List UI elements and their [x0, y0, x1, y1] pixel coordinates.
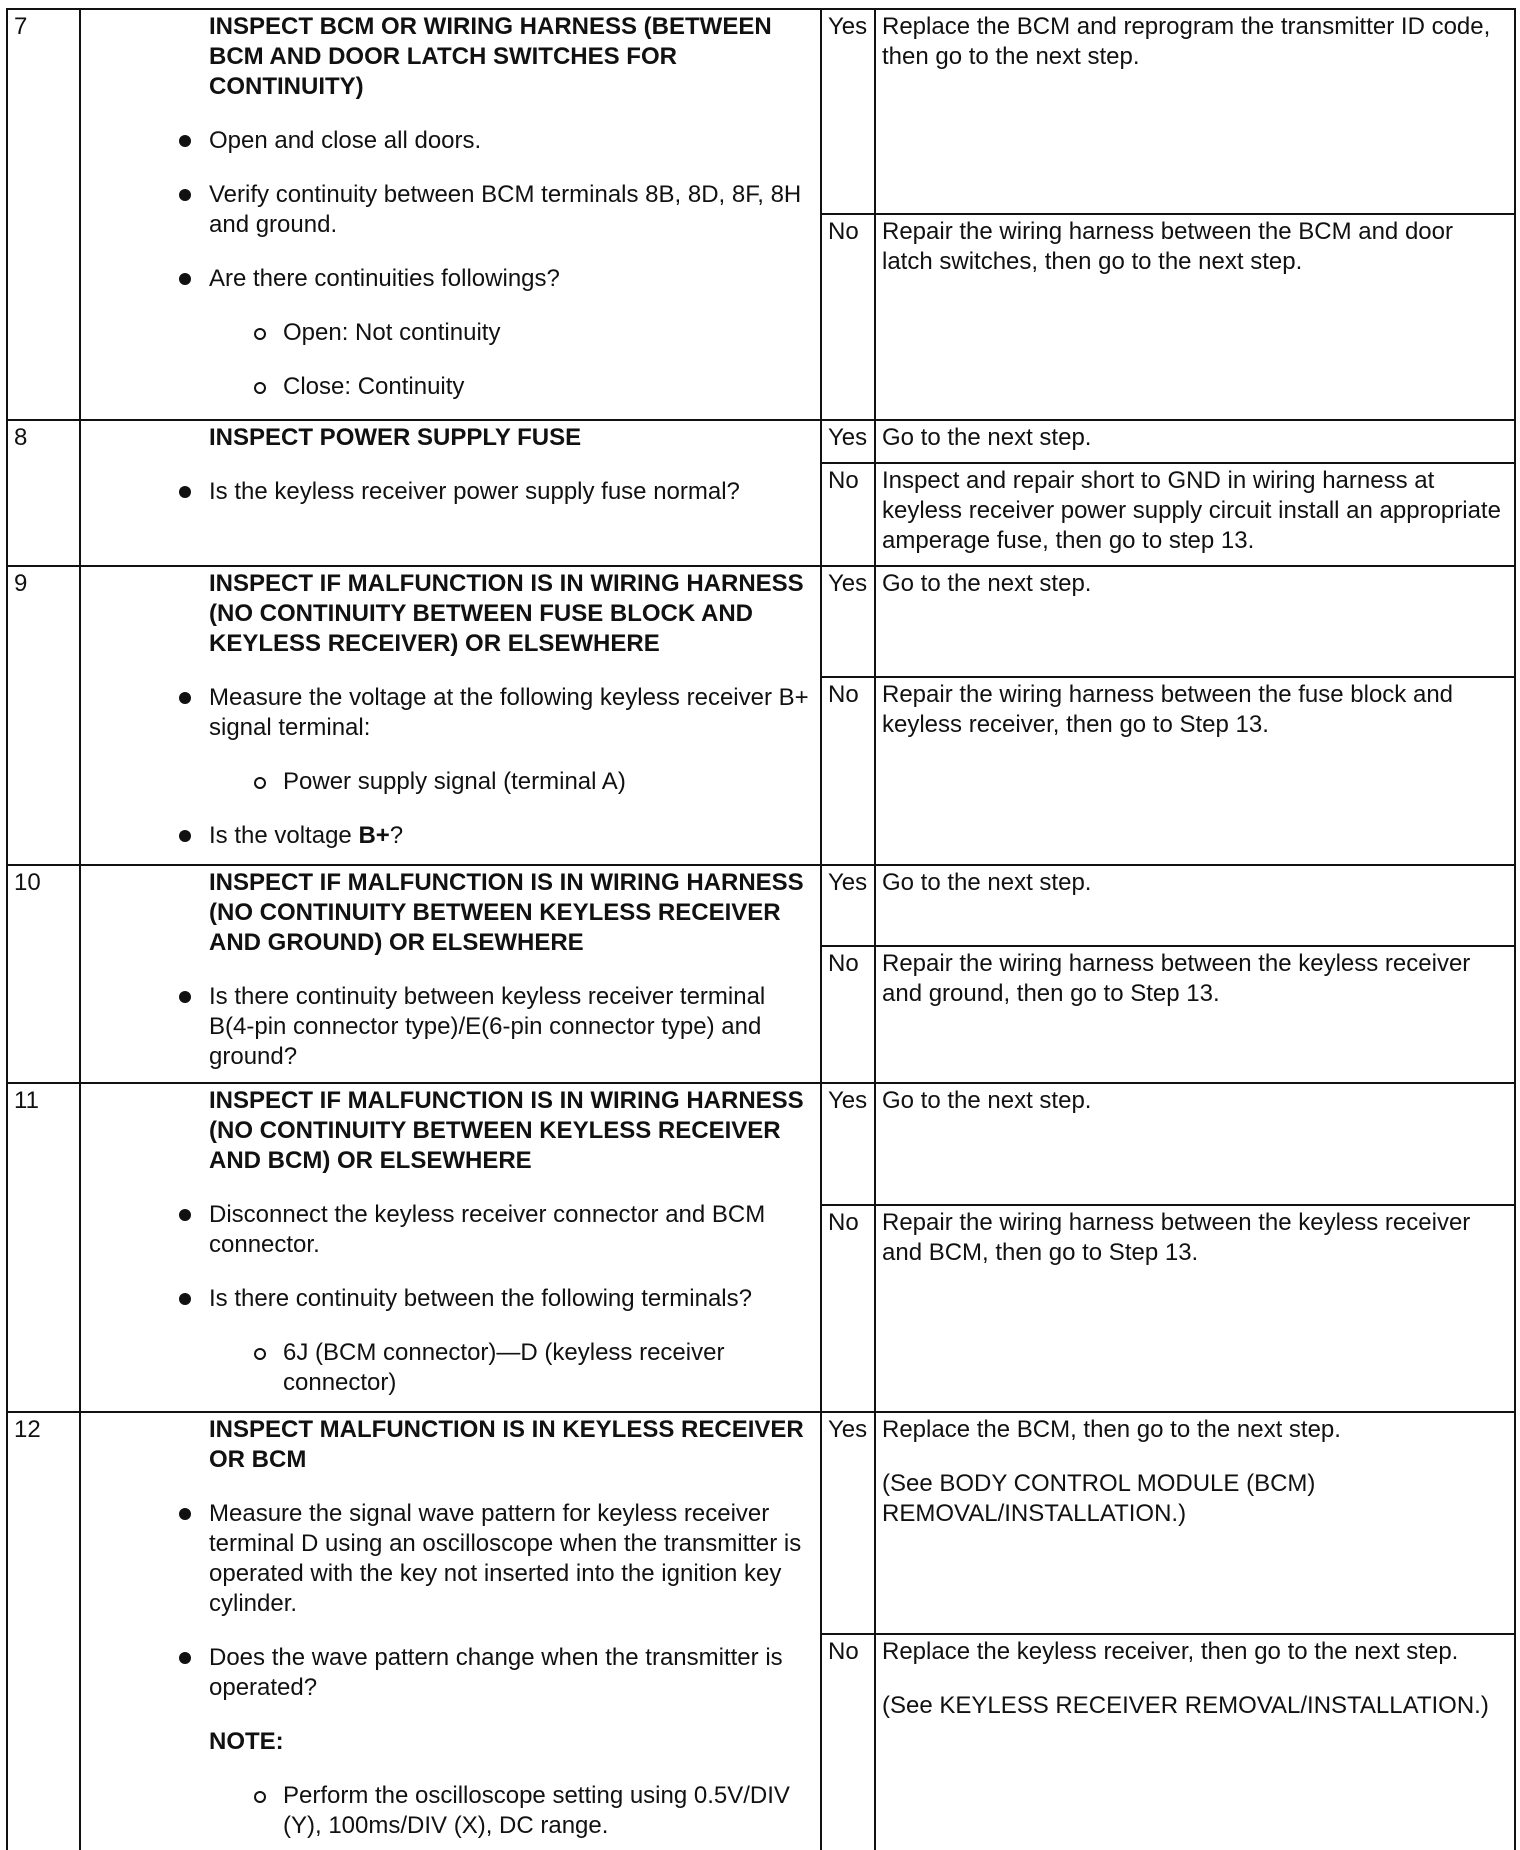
sub-item: Power supply signal (terminal A) — [87, 767, 814, 797]
bullet-item: Is the keyless receiver power supply fuse normal? — [87, 477, 814, 507]
bullet-item: Open and close all doors. — [87, 126, 814, 156]
step-heading: INSPECT IF MALFUNCTION IS IN WIRING HARNESS (NO CONTINUITY BETWEEN KEYLESS RECEIVER AND BCM) OR ELSEWHERE — [209, 1087, 804, 1174]
yes-label: Yes — [821, 1412, 875, 1634]
yes-result: Go to the next step. — [875, 865, 1515, 946]
bullet-item: Does the wave pattern change when the transmitter is operated? — [87, 1643, 814, 1703]
diagnostic-procedure-table — [6, 8, 1516, 1850]
no-result: Repair the wiring harness between the BCM and door latch switches, then go to the next step. — [875, 214, 1515, 420]
step-10-row — [7, 865, 1515, 946]
sub-item: 6J (BCM connector)—D (keyless receiver connector) — [87, 1338, 814, 1398]
yes-label: Yes — [821, 420, 875, 463]
step-heading: INSPECT POWER SUPPLY FUSE — [209, 424, 582, 451]
bullet-item: Disconnect the keyless receiver connector and BCM connector. — [87, 1200, 814, 1260]
step-number: 8 — [7, 420, 80, 566]
step-heading: INSPECT BCM OR WIRING HARNESS (BETWEEN BCM AND DOOR LATCH SWITCHES FOR CONTINUITY) — [209, 13, 772, 100]
step-action — [80, 1083, 821, 1412]
step-number: 7 — [7, 9, 80, 420]
bullet-item — [87, 821, 814, 851]
step-heading: INSPECT MALFUNCTION IS IN KEYLESS RECEIVER OR BCM — [209, 1416, 804, 1473]
step-9-row — [7, 566, 1515, 677]
no-reference: (See KEYLESS RECEIVER REMOVAL/INSTALLATION.) — [882, 1692, 1489, 1719]
step-action — [80, 420, 821, 566]
yes-reference: (See BODY CONTROL MODULE (BCM) REMOVAL/INSTALLATION.) — [882, 1470, 1316, 1527]
yes-result: Go to the next step. — [875, 1083, 1515, 1205]
step-action — [80, 1412, 821, 1850]
note-label: NOTE: — [209, 1728, 284, 1755]
yes-result — [875, 1412, 1515, 1634]
no-label: No — [821, 214, 875, 420]
no-result: Repair the wiring harness between the fuse block and keyless receiver, then go to Step 13. — [875, 677, 1515, 865]
no-result: Repair the wiring harness between the keyless receiver and BCM, then go to Step 13. — [875, 1205, 1515, 1412]
no-label: No — [821, 1205, 875, 1412]
yes-result: Go to the next step. — [875, 420, 1515, 463]
step-heading: INSPECT IF MALFUNCTION IS IN WIRING HARNESS (NO CONTINUITY BETWEEN FUSE BLOCK AND KEYLESS RECEIVER) OR ELSEWHERE — [209, 570, 804, 657]
bullet-item: Is there continuity between the following terminals? — [87, 1284, 814, 1314]
no-label: No — [821, 677, 875, 865]
step-action — [80, 865, 821, 1083]
yes-label: Yes — [821, 9, 875, 214]
bullet-item: Measure the signal wave pattern for keyless receiver terminal D using an oscilloscope when the transmitter is operated with the key not inserted into the ignition key cylinder. — [87, 1499, 814, 1619]
step-8-row — [7, 420, 1515, 463]
yes-label: Yes — [821, 1083, 875, 1205]
step-number: 9 — [7, 566, 80, 865]
no-label: No — [821, 463, 875, 566]
step-12-row — [7, 1412, 1515, 1634]
yes-result: Go to the next step. — [875, 566, 1515, 677]
sub-item: Open: Not continuity — [87, 318, 814, 348]
step-action — [80, 9, 821, 420]
yes-label: Yes — [821, 566, 875, 677]
sub-item: Close: Continuity — [87, 372, 814, 402]
step-number: 12 — [7, 1412, 80, 1850]
yes-result-text: Replace the BCM, then go to the next step. — [882, 1416, 1341, 1443]
step-action — [80, 566, 821, 865]
question-suffix: ? — [389, 822, 404, 849]
step-number: 10 — [7, 865, 80, 1083]
step-7-row — [7, 9, 1515, 214]
sub-item: Perform the oscilloscope setting using 0.5V/DIV (Y), 100ms/DIV (X), DC range. — [87, 1781, 814, 1841]
no-label: No — [821, 1634, 875, 1850]
no-result — [875, 1634, 1515, 1850]
bullet-item: Are there continuities followings? — [87, 264, 814, 294]
no-result: Inspect and repair short to GND in wiring harness at keyless receiver power supply circuit install an appropriate amperage fuse, then go to step 13. — [875, 463, 1515, 566]
yes-result: Replace the BCM and reprogram the transmitter ID code, then go to the next step. — [875, 9, 1515, 214]
bullet-item: Verify continuity between BCM terminals 8B, 8D, 8F, 8H and ground. — [87, 180, 814, 240]
bullet-item: Is there continuity between keyless receiver terminal B(4-pin connector type)/E(6-pin connector type) and ground? — [87, 982, 814, 1072]
yes-label: Yes — [821, 865, 875, 946]
question-bold: B+ — [358, 822, 390, 849]
no-result-text: Replace the keyless receiver, then go to the next step. — [882, 1638, 1459, 1665]
step-11-row — [7, 1083, 1515, 1205]
step-heading: INSPECT IF MALFUNCTION IS IN WIRING HARNESS (NO CONTINUITY BETWEEN KEYLESS RECEIVER AND GROUND) OR ELSEWHERE — [209, 869, 804, 956]
no-label: No — [821, 946, 875, 1083]
no-result: Repair the wiring harness between the keyless receiver and ground, then go to Step 13. — [875, 946, 1515, 1083]
question-text: Is the voltage — [209, 822, 359, 849]
bullet-item: Measure the voltage at the following keyless receiver B+ signal terminal: — [87, 683, 814, 743]
step-number: 11 — [7, 1083, 80, 1412]
